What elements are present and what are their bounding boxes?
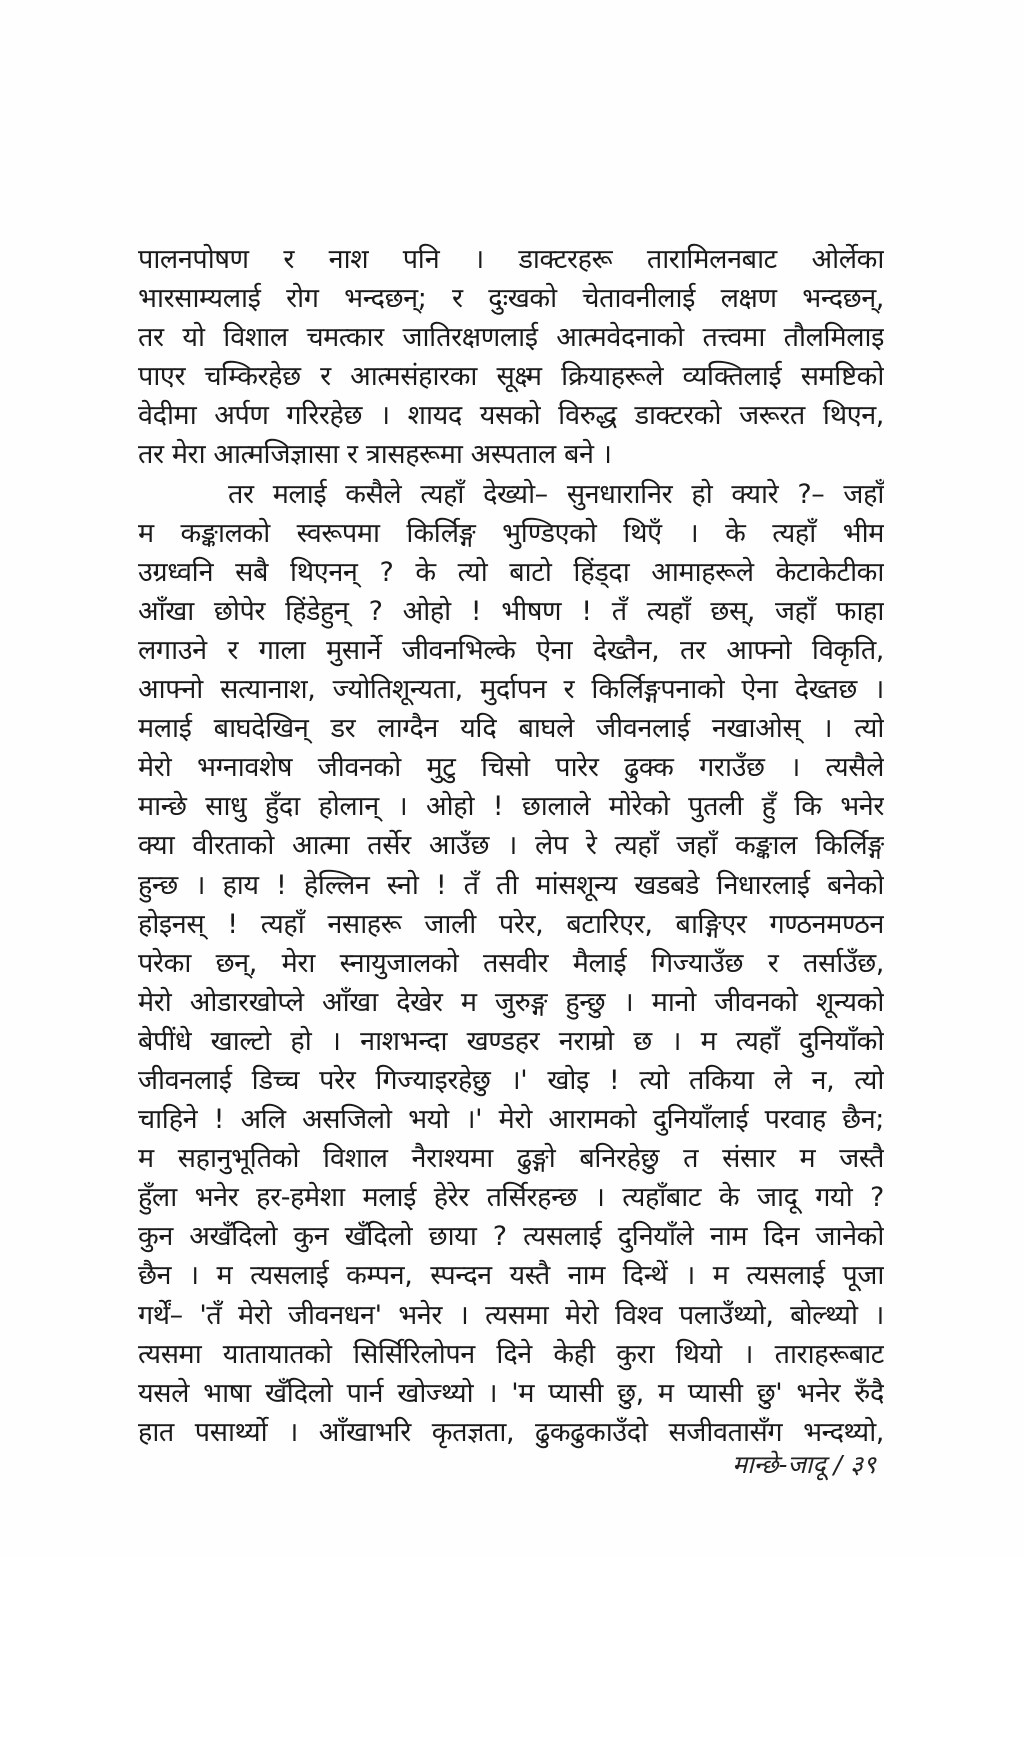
text-line: मेरो भग्नावशेष जीवनको मुटु चिसो पारेर ढुक्क गराउँछ । त्यसैले	[138, 752, 884, 784]
text-line: लगाउने र गाला मुसार्ने जीवनभिल्के ऐना देख्तैन, तर आफ्नो विकृति,	[138, 634, 884, 666]
text-line: हुँला भनेर हर-हमेशा मलाई हेरेर तर्सिरहन्छ । त्यहाँबाट के जादू गयो ?	[138, 1182, 884, 1214]
text-line: हुन्छ । हाय ! हेल्लिन स्नो ! तँ ती मांसशून्य खडबडे निधारलाई बनेको	[138, 869, 884, 901]
text-line: होइनस् ! त्यहाँ नसाहरू जाली परेर, बटारिएर, बाङ्गिएर गण्ठनमण्ठन	[138, 908, 884, 940]
text-line: यसले भाषा खँदिलो पार्न खोज्थ्यो । 'म प्यासी छु, म प्यासी छु' भनेर रुँदै	[138, 1377, 884, 1409]
text-line: आँखा छोपेर हिंडेहुन् ? ओहो ! भीषण ! तँ त्यहाँ छस्, जहाँ फाहा	[138, 595, 884, 627]
text-line: चाहिने ! अलि असजिलो भयो ।' मेरो आरामको दुनियाँलाई परवाह छैन;	[138, 1104, 884, 1136]
text-line: उग्रध्वनि सबै थिएनन् ? के त्यो बाटो हिंड्दा आमाहरूले केटाकेटीका	[138, 556, 884, 588]
text-line: म सहानुभूतिको विशाल नैराश्यमा ढुङ्गो बनिरहेछु त संसार म जस्तै	[138, 1143, 884, 1175]
text-line: मेरो ओडारखोप्ले आँखा देखेर म जुरुङ्ग हुन्छु । मानो जीवनको शून्यको	[138, 986, 884, 1018]
text-line: पाएर चम्किरहेछ र आत्मसंहारका सूक्ष्म क्रियाहरूले व्यक्तिलाई समष्टिको	[138, 361, 884, 393]
text-line: कुन अखँदिलो कुन खँदिलो छाया ? त्यसलाई दुनियाँले नाम दिन जानेको	[138, 1221, 884, 1253]
text-line: क्या वीरताको आत्मा तर्सेर आउँछ । लेप रे त्यहाँ जहाँ कङ्काल किर्लिङ्ग	[138, 830, 884, 862]
text-line: म कङ्कालको स्वरूपमा किर्लिङ्ग भुण्डिएको थिएँ । के त्यहाँ भीम	[138, 517, 884, 549]
text-line: त्यसमा यातायातको सिर्सिरिलोपन दिने केही कुरा थियो । ताराहरूबाट	[138, 1338, 884, 1370]
text-line: पालनपोषण र नाश पनि । डाक्टरहरू तारामिलनबाट ओर्लेका	[138, 244, 884, 275]
text-line: भारसाम्यलाई रोग भन्दछन्; र दुःखको चेतावनीलाई लक्षण भन्दछन्,	[138, 283, 884, 315]
body-text	[138, 240, 884, 1750]
text-line: तर मेरा आत्मजिज्ञासा र त्रासहरूमा अस्पताल बने ।	[138, 439, 612, 471]
page-footer: मान्छे-जादू / ३९	[732, 1450, 876, 1479]
text-line: परेका छन्, मेरा स्नायुजालको तसवीर मैलाई गिज्याउँछ र तर्साउँछ,	[138, 947, 884, 979]
text-line: हात पसार्थ्यो । आँखाभरि कृतज्ञता, ढुकढुकाउँदो सजीवतासँग भन्दथ्यो,	[138, 1416, 884, 1448]
text-line: आफ्नो सत्यानाश, ज्योतिशून्यता, मुर्दापन र किर्लिङ्गपनाको ऐना देख्तछ ।	[138, 674, 884, 706]
text-line: वेदीमा अर्पण गरिरहेछ । शायद यसको विरुद्ध डाक्टरको जरूरत थिएन,	[138, 400, 884, 432]
text-line: मान्छे साधु हुँदा होलान् । ओहो ! छालाले मोरेको पुतली हुँ कि भनेर	[138, 791, 884, 823]
text-line: छैन । म त्यसलाई कम्पन, स्पन्दन यस्तै नाम दिन्थें । म त्यसलाई पूजा	[138, 1260, 884, 1292]
text-line: जीवनलाई डिच्च परेर गिज्याइरहेछु ।' खोइ ! त्यो तकिया ले न, त्यो	[138, 1064, 884, 1096]
text-line: बेपींधे खाल्टो हो । नाशभन्दा खण्डहर नराम्रो छ । म त्यहाँ दुनियाँको	[138, 1025, 884, 1057]
text-line: गर्थें– 'तँ मेरो जीवनधन' भनेर । त्यसमा मेरो विश्व पलाउँथ्यो, बोल्थ्यो ।	[138, 1299, 884, 1331]
text-line: तर यो विशाल चमत्कार जातिरक्षणलाई आत्मवेदनाको तत्त्वमा तौलमिलाइ	[138, 322, 884, 354]
text-line: मलाई बाघदेखिन् डर लाग्दैन यदि बाघले जीवनलाई नखाओस् । त्यो	[138, 713, 884, 745]
text-line: तर मलाई कसैले त्यहाँ देख्यो– सुनधारानिर हो क्यारे ?– जहाँ	[228, 478, 884, 510]
